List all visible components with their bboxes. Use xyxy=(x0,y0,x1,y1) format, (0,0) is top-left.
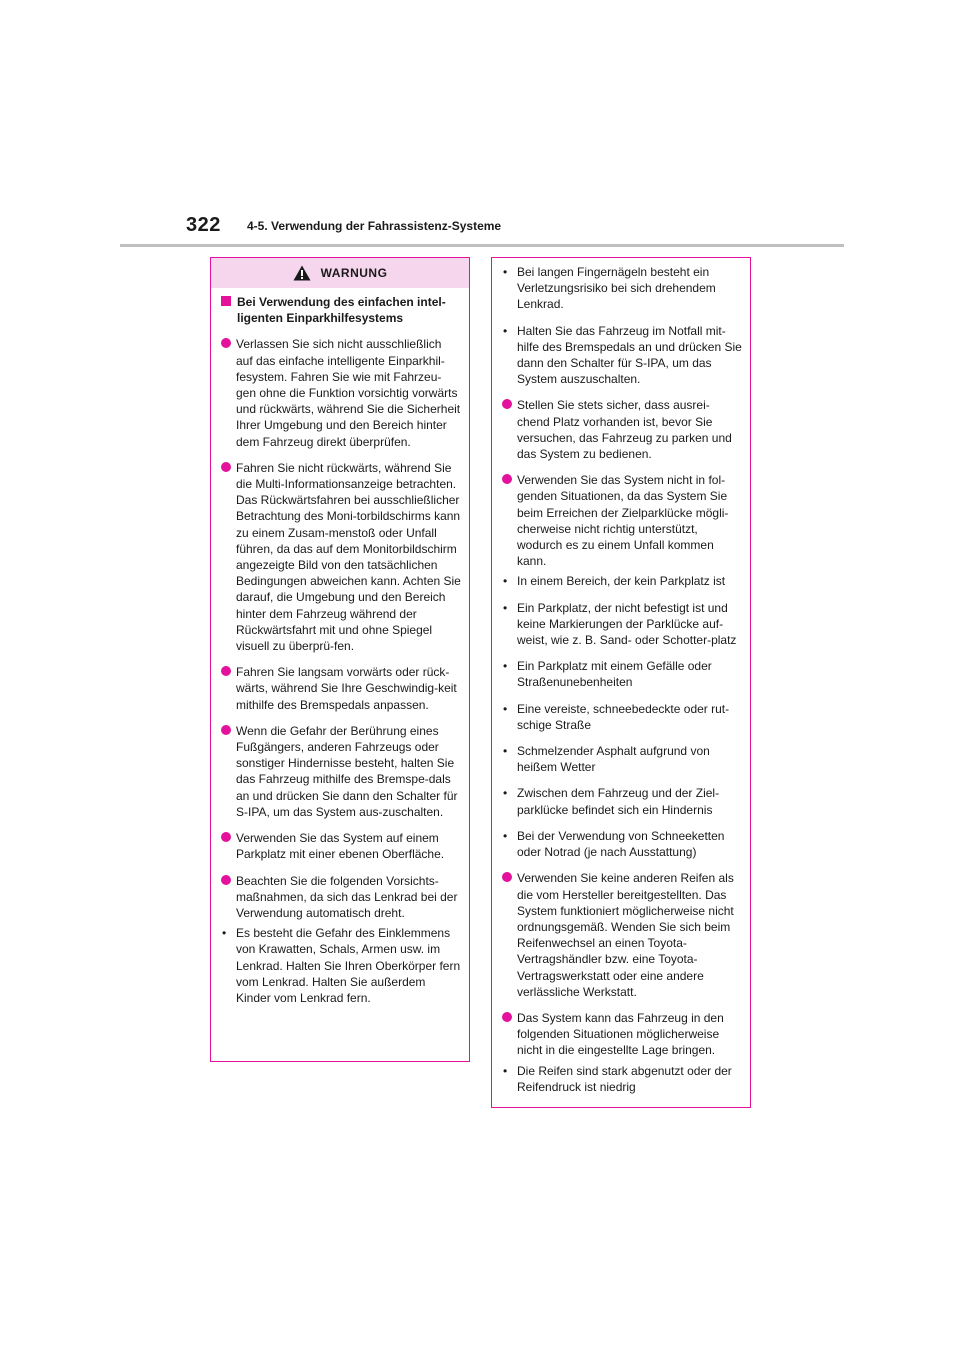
dot-list-item xyxy=(219,664,461,713)
section-title: 4-5. Verwendung der Fahrassistenz-Systeme xyxy=(247,219,502,233)
round-bullet-icon xyxy=(221,338,231,348)
warning-label: WARNUNG xyxy=(320,266,388,280)
list-item-text: Stellen Sie stets sicher, dass ausrei-chend Platz vorhanden ist, bevor Sie versuchen, das Fahrzeug zu parken und das System zu bedienen. xyxy=(517,398,732,462)
bullet-list-item xyxy=(500,743,742,775)
list-item-text: Wenn die Gefahr der Berührung eines Fußgängers, anderen Fahrzeugs oder sonstiger Hindernisse besteht, halten Sie das Fahrzeug mithilfe des Bremspe-dals an und drücken Sie dann den Schalter für S-IPA, um das System aus-zuschalten. xyxy=(236,723,458,819)
bullet-list-item xyxy=(500,785,742,817)
round-bullet-icon xyxy=(221,462,231,472)
list-item-text: Fahren Sie langsam vorwärts oder rück-wärts, während Sie Ihre Geschwindig-keit mithilfe des Bremspedals anpassen. xyxy=(236,665,457,712)
warning-box-right xyxy=(491,257,751,1108)
list-item-text: Verwenden Sie das System nicht in fol-genden Situationen, da das System Sie beim Erreichen der Zielparklücke mögli-cherweise nicht richtig unterstützt, wodurch es zu einem Unfall kommen kann. xyxy=(517,473,729,569)
round-bullet-icon xyxy=(502,474,512,484)
dot-list-item xyxy=(219,830,461,862)
bullet-list-item xyxy=(500,658,742,690)
warning-left-body xyxy=(211,288,469,1006)
round-bullet-icon xyxy=(502,399,512,409)
list-item-text: Zwischen dem Fahrzeug und der Ziel-parklücke befindet sich ein Hindernis xyxy=(517,786,720,817)
small-bullet-icon: • xyxy=(503,1063,508,1078)
bullet-list-item xyxy=(219,925,461,1006)
small-bullet-icon: • xyxy=(503,701,508,716)
warning-heading-text: Bei Verwendung des einfachen intel-ligenten Einparkhilfesystems xyxy=(237,295,446,326)
bullet-list-item xyxy=(500,573,742,589)
list-item-text: Eine vereiste, schneebedeckte oder rut-schige Straße xyxy=(517,701,730,732)
dot-list-item xyxy=(500,397,742,462)
small-bullet-icon: • xyxy=(503,828,508,843)
round-bullet-icon xyxy=(221,875,231,885)
dot-list-item xyxy=(219,873,461,922)
list-item-text: Bei der Verwendung von Schneeketten oder Notrad (je nach Ausstattung) xyxy=(517,828,725,860)
round-bullet-icon xyxy=(502,1012,512,1022)
header-rule xyxy=(120,244,844,247)
small-bullet-icon: • xyxy=(503,786,508,801)
warning-box-left xyxy=(210,257,470,1062)
small-bullet-icon: • xyxy=(503,659,508,674)
warning-right-body xyxy=(492,258,750,1095)
bullet-list-item xyxy=(500,828,742,860)
small-bullet-icon: • xyxy=(503,744,508,759)
list-item-text: Beachten Sie die folgenden Vorsichts-maßnahmen, da sich das Lenkrad bei der Verwendung automatisch dreht. xyxy=(236,873,458,920)
list-item-text: Verwenden Sie keine anderen Reifen als die vom Hersteller bereitgestellten. Das System funktioniert möglicherweise nicht ordnungsgemäß. Wenden Sie sich beim Reifenwechsel an einen Toyota-Vertragshändler bzw. eine Toyota-Vertragswerkstatt oder eine andere verlässliche Werkstatt. xyxy=(517,871,734,999)
list-item-text: Verwenden Sie das System auf einem Parkplatz mit einer ebenen Oberfläche. xyxy=(236,831,445,862)
small-bullet-icon: • xyxy=(222,926,227,941)
list-item-text: Die Reifen sind stark abgenutzt oder der Reifendruck ist niedrig xyxy=(517,1063,732,1094)
dot-list-item xyxy=(219,336,461,449)
list-item-text: Verlassen Sie sich nicht ausschließlich auf das einfache intelligente Einparkhil-fesystem. Fahren Sie wie mit Fahrzeu-gen ohne die Funktion vorsichtig vorwärts und rückwärts, während Sie die Sicherheit Ihrer Umgebung und den Bereich hinter dem Fahrzeug direkt überprüfen. xyxy=(236,337,461,449)
bullet-list-item xyxy=(500,701,742,733)
small-bullet-icon: • xyxy=(503,265,508,279)
warning-header xyxy=(211,258,469,288)
small-bullet-icon: • xyxy=(503,600,508,615)
list-item-text: Es besteht die Gefahr des Einklemmens von Krawatten, Schals, Armen usw. im Lenkrad. Halten Sie Ihren Oberkörper fern vom Lenkrad. Halten Sie außerdem Kinder vom Lenkrad fern. xyxy=(236,926,461,1005)
bullet-list-item xyxy=(500,264,742,313)
list-item-text: Bei langen Fingernägeln besteht ein Verletzungsrisiko bei sich drehendem Lenkrad. xyxy=(517,265,716,312)
round-bullet-icon xyxy=(221,666,231,676)
warning-triangle-icon xyxy=(293,265,311,281)
round-bullet-icon xyxy=(221,725,231,735)
dot-list-item xyxy=(500,472,742,569)
list-item-text: Das System kann das Fahrzeug in den folgenden Situationen möglicherweise nicht in die eingestellte Lage bringen. xyxy=(517,1010,724,1058)
bullet-list-item xyxy=(500,323,742,388)
round-bullet-icon xyxy=(221,832,231,842)
list-item-text: Ein Parkplatz mit einem Gefälle oder Straßenunebenheiten xyxy=(517,659,712,690)
warning-heading xyxy=(219,294,461,326)
list-item-text: Halten Sie das Fahrzeug im Notfall mit-hilfe des Bremspedals an und drücken Sie dann den Schalter für S-IPA, um das System auszuschalten. xyxy=(517,323,742,387)
dot-list-item xyxy=(500,1010,742,1059)
list-item-text: Schmelzender Asphalt aufgrund von heißem Wetter xyxy=(517,744,710,775)
small-bullet-icon: • xyxy=(503,574,508,589)
dot-list-item xyxy=(500,870,742,1000)
dot-list-item xyxy=(219,723,461,820)
list-item-text: Ein Parkplatz, der nicht befestigt ist und keine Markierungen der Parklücke auf-weist, wie z. B. Sand- oder Schotter-platz xyxy=(517,600,737,648)
dot-list-item xyxy=(219,460,461,654)
square-bullet-icon xyxy=(221,296,231,306)
list-item-text: Fahren Sie nicht rückwärts, während Sie die Multi-Informationsanzeige betrachten. Das Rückwärtsfahren bei ausschließlicher Betrachtung des Moni-torbildschirms kann zu einem Zusam-menstoß oder Unfall führen, da das auf dem Monitorbildschirm angezeigte Bild von den tatsächlichen Bedingungen abweichen kann. Achten Sie darauf, die Umgebung und den Bereich hinter dem Fahrzeug während der Rückwärtsfahrt mit und ohne Spiegel visuell zu überprü-fen. xyxy=(236,460,461,654)
page-number: 322 xyxy=(186,214,221,236)
bullet-list-item xyxy=(500,1063,742,1095)
round-bullet-icon xyxy=(502,872,512,882)
list-item-text: In einem Bereich, der kein Parkplatz ist xyxy=(517,574,726,589)
bullet-list-item xyxy=(500,600,742,649)
small-bullet-icon: • xyxy=(503,323,508,338)
